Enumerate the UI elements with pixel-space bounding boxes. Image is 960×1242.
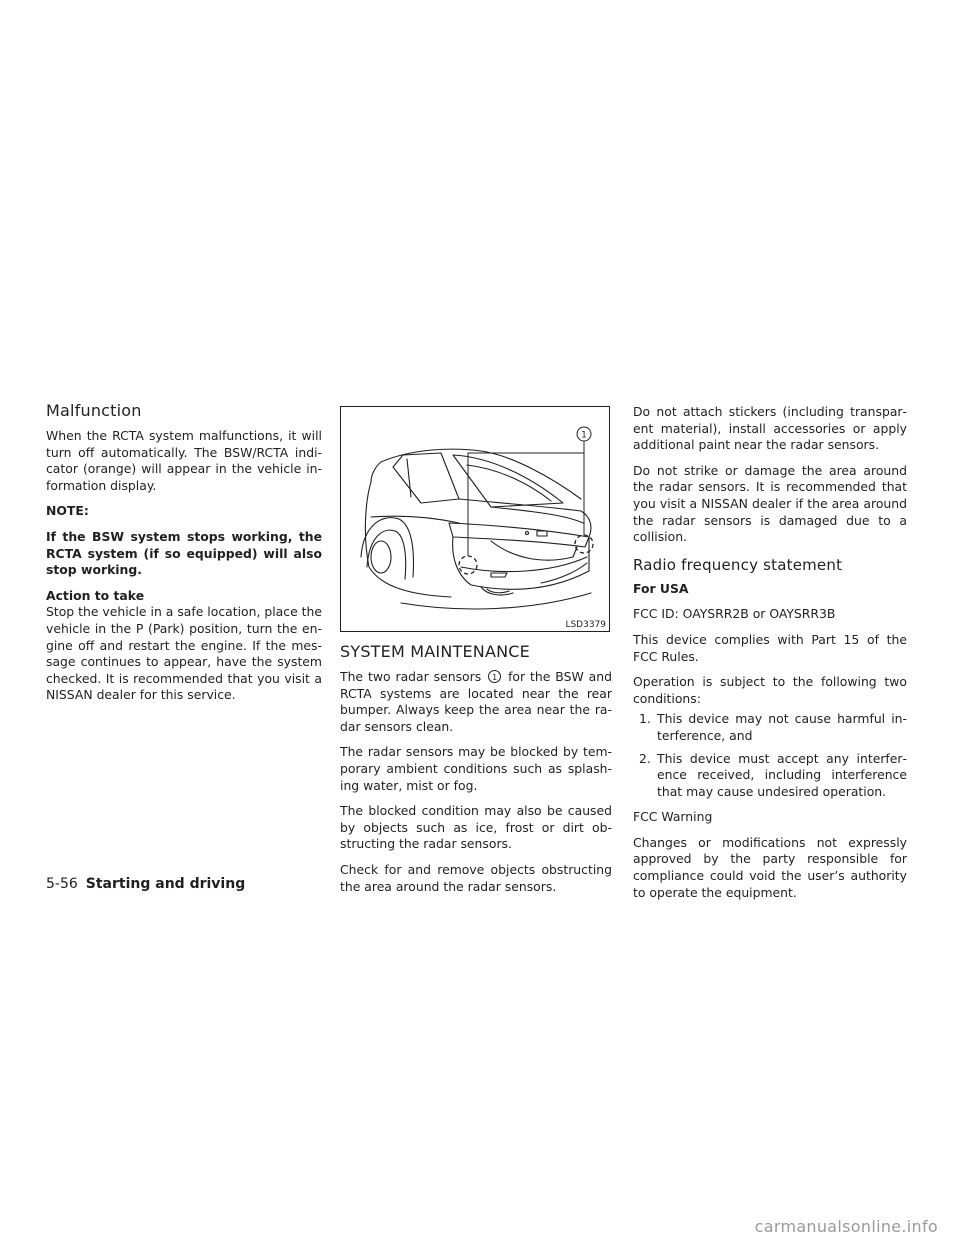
heading-radio-frequency: Radio frequency statement — [633, 555, 843, 574]
heading-system-maintenance: SYSTEM MAINTENANCE — [340, 642, 530, 661]
fcc-warning-text: Changes or modifications not expressly approved by the party responsible for compliance could void the user’s authority to operate the equipment. — [633, 834, 907, 900]
conditions-list — [633, 711, 907, 800]
part15-statement: This device complies with Part 15 of the FCC Rules. — [633, 631, 907, 664]
maintenance-paragraph-3: The blocked condition may also be caused by objects such as ice, frost or dirt obstructing the radar sensors. — [340, 803, 612, 852]
maintenance-paragraph-4: Check for and remove objects obstructing the area around the radar sensors. — [340, 861, 612, 894]
malfunction-paragraph: When the RCTA system malfunctions, it will turn off automatically. The BSW/RCTA indicator (orange) will appear in the vehicle information display. — [46, 428, 322, 493]
maintenance-text-start: The two radar sensors — [340, 669, 482, 684]
note-text: If the BSW system stops working, the RCTA system (if so equipped) will also stop working. — [46, 528, 322, 578]
watermark: carmanualsonline.info — [754, 1217, 938, 1236]
list-text: This device may not cause harmful interference, and — [657, 711, 907, 743]
column-3 — [633, 404, 907, 910]
callout-number: 1 — [581, 430, 587, 441]
page-footer — [46, 876, 245, 892]
list-text: This device must accept any interference received, including interference that may cause undesired operation. — [657, 750, 907, 799]
radar-sensor-figure — [340, 406, 610, 632]
action-label: Action to take — [46, 587, 145, 603]
page-number: 5-56 — [46, 876, 78, 892]
callout-1-inline: 1 — [488, 670, 501, 683]
maintenance-text-end: for the BSW and RCTA systems are located near the rear bumper. Always keep the area near the radar sensors clean. — [340, 669, 612, 734]
car-rear-illustration — [341, 407, 609, 631]
column-2 — [340, 401, 612, 904]
note-label: NOTE: — [46, 503, 89, 519]
maintenance-paragraph-2: The radar sensors may be blocked by temporary ambient conditions such as splashing water, mist or fog. — [340, 744, 612, 793]
figure-id: LSD3379 — [565, 620, 606, 630]
list-item — [633, 711, 907, 744]
action-text: Stop the vehicle in a safe location, place the vehicle in the P (Park) position, turn the engine off and restart the engine. If the message continues to appear, have the system checked. It is recommended that you visit a NISSAN dealer for this service. — [46, 604, 322, 703]
list-number: 1. — [639, 711, 651, 727]
fcc-id: FCC ID: OAYSRR2B or OAYSRR3B — [633, 606, 836, 622]
damage-paragraph: Do not strike or damage the area around the radar sensors. It is recommended that you visit a NISSAN dealer if the area around the radar sensors is damaged due to a collision. — [633, 462, 907, 545]
maintenance-paragraph-1 — [340, 669, 612, 735]
fcc-warning-label: FCC Warning — [633, 809, 713, 825]
stickers-paragraph: Do not attach stickers (including transparent material), install accessories or apply additional paint near the radar sensors. — [633, 404, 907, 453]
list-item — [633, 751, 907, 801]
heading-malfunction: Malfunction — [46, 401, 142, 420]
usa-label: For USA — [633, 580, 689, 596]
section-title: Starting and driving — [85, 876, 246, 892]
column-1 — [46, 401, 322, 713]
list-number: 2. — [639, 750, 651, 766]
conditions-intro: Operation is subject to the following two conditions: — [633, 674, 907, 706]
